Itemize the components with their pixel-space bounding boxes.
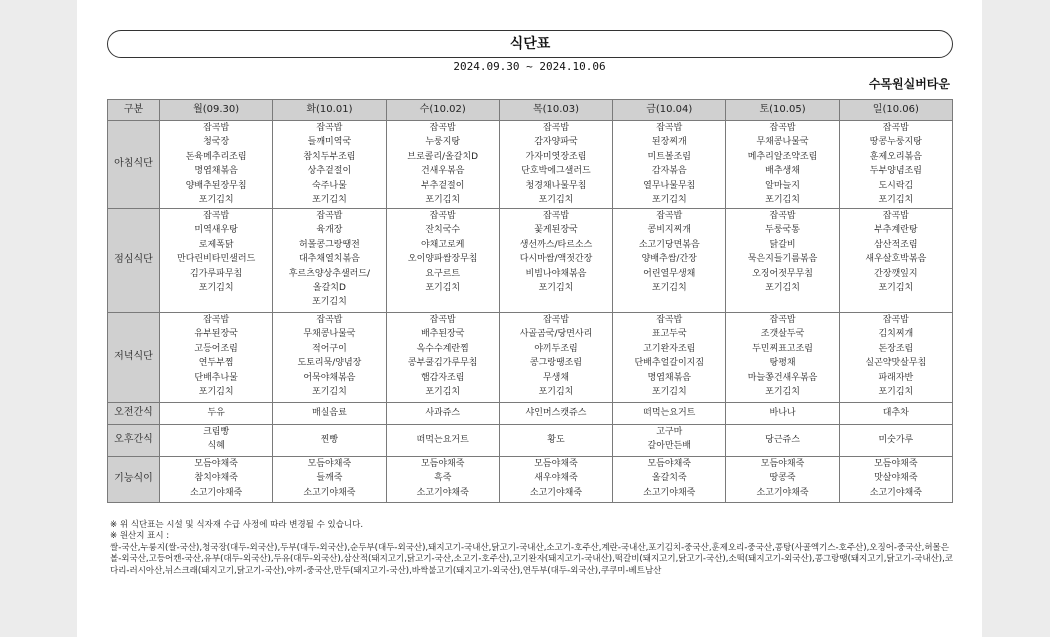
dish-item: 소고기야채죽 xyxy=(643,487,696,498)
menu-cell xyxy=(160,313,273,403)
dish-item: 포기김치 xyxy=(878,283,914,294)
dish-item: 포기김치 xyxy=(198,387,234,398)
dish-item: 잡곡밥 xyxy=(316,315,343,325)
dish-item: 잡곡밥 xyxy=(882,123,909,133)
dish-item: 김치찌개 xyxy=(878,329,914,340)
dish-item: 알마늘지 xyxy=(765,180,800,191)
dish-item: 포기김치 xyxy=(425,195,461,206)
menu-cell xyxy=(726,457,839,503)
lunch-row xyxy=(108,209,953,313)
dish-item: 잡곡밥 xyxy=(542,123,570,133)
dish-item: 포기김치 xyxy=(651,283,687,294)
dish-item: 대추채열치볶음 xyxy=(298,254,360,265)
dish-item: 사과쥬스 xyxy=(425,408,461,419)
dish-item: 참치야채죽 xyxy=(194,473,238,484)
row-label: 오후간식 xyxy=(108,425,160,457)
dish-item: 잡곡밥 xyxy=(429,315,456,325)
dish-item: 삼산적조림 xyxy=(874,239,918,250)
dish-item: 다시마쌈/액젓간장 xyxy=(519,254,593,265)
menu-cell xyxy=(273,313,386,403)
menu-cell xyxy=(499,457,612,503)
dish-item: 무생채 xyxy=(542,372,570,383)
dish-item: 잡곡밥 xyxy=(316,123,343,133)
organization-name: 수목원실버타운 xyxy=(868,77,950,91)
dish-item: 올갈치죽 xyxy=(651,473,687,484)
dish-item: 잡곡밥 xyxy=(203,211,230,221)
dish-item: 황도 xyxy=(547,435,565,446)
dish-item: 모듬야채죽 xyxy=(420,459,465,469)
dish-item: 땅콩누룽지탕 xyxy=(869,137,922,148)
special-diet-row xyxy=(108,457,953,503)
dish-item: 소고기당면볶음 xyxy=(638,239,700,250)
dish-item: 잡곡밥 xyxy=(429,211,456,221)
dish-item: 땅콩죽 xyxy=(769,473,796,484)
dish-item: 파래자반 xyxy=(878,372,914,383)
dish-item: 잡곡밥 xyxy=(656,123,683,133)
dish-item: 맛살야채죽 xyxy=(874,473,918,484)
dish-item: 모듬야채죽 xyxy=(534,459,578,469)
dish-item: 포기김치 xyxy=(312,195,347,206)
dish-item: 도시락김 xyxy=(878,180,914,191)
dish-item: 감자볶음 xyxy=(651,166,687,177)
dish-item: 잡곡밥 xyxy=(882,211,909,221)
dish-item: 로제폭닭 xyxy=(198,239,234,250)
dish-item: 브로콜리/올갈치D xyxy=(407,151,479,162)
dish-item: 잡곡밥 xyxy=(429,123,456,133)
origin-text: 쌀-국산,누룽지(쌀-국산),청국장(대두-외국산),두부(대두-외국산),순두부(대두-외국산),돼지고기-국내산,닭고기-국내산,소고기-호주산,계란-국내산,포기김치-중국산,훈제오리-중국산,콩탕(사골엑기스-호주산),오징어-중국산,허몰은볼-외국산,고등어캔-국산,유부(대두-외국산),두유(대두-외국산),삼산적(돼지고기,닭고기-국산,소고기-호주산),고기완자(돼지고기-국내산),떡갈비(돼지고기,닭고기-국산),소떡(돼지고기-외국산),콩그랑땡(돼지고기,닭고기-국내산),코다리-러시아산,뉘스크래(돼지고기,닭고기-국산),야끼-중국산,만두(돼지고기-국산),바싹불고기(돼지고기-외국산),연두부(대두-외국산),쿠쿠미-베트남산 xyxy=(110,542,954,576)
dish-item: 어묵야채볶음 xyxy=(303,372,356,383)
dish-item: 포기김치 xyxy=(651,195,687,206)
notes xyxy=(110,520,955,577)
dish-item: 오이양파쌈장무침 xyxy=(407,254,478,265)
dish-item: 단호박에그샐러드 xyxy=(521,166,591,177)
menu-cell xyxy=(160,425,273,457)
dish-item: 요구르트 xyxy=(425,268,461,279)
dish-item: 모듬야채죽 xyxy=(760,459,805,469)
period-range: 2024.09.30 ~ 2024.10.06 xyxy=(453,60,606,73)
dish-item: 잡곡밥 xyxy=(656,211,683,221)
dish-item: 잡곡밥 xyxy=(769,211,796,221)
row-label: 점심식단 xyxy=(108,209,160,313)
dish-item: 단배추나물 xyxy=(194,372,238,383)
dish-item: 연두부찜 xyxy=(198,358,234,369)
dish-item: 돈육메추리조림 xyxy=(185,151,247,162)
dish-item: 고기완자조림 xyxy=(643,343,696,354)
menu-cell xyxy=(273,403,386,425)
dish-item: 표고두국 xyxy=(651,329,687,340)
row-label: 저녁식단 xyxy=(108,313,160,403)
menu-cell xyxy=(386,425,499,457)
dish-item: 포기김치 xyxy=(538,283,574,294)
change-notice: ※ 위 식단표는 시설 및 식자재 수급 사정에 따라 변경될 수 있습니다. xyxy=(110,520,364,530)
dish-item: 양배추된장무침 xyxy=(185,180,247,191)
dish-item: 야끼두조림 xyxy=(534,343,578,354)
dish-item: 잡곡밥 xyxy=(656,315,683,325)
menu-cell xyxy=(160,403,273,425)
menu-cell xyxy=(386,403,499,425)
menu-cell xyxy=(386,209,499,313)
breakfast-row xyxy=(108,121,953,209)
dish-item: 포기김치 xyxy=(765,283,800,294)
dish-item: 참치두부조림 xyxy=(303,151,356,162)
menu-cell xyxy=(613,403,726,425)
menu-cell xyxy=(613,313,726,403)
dish-item: 모듬야채죽 xyxy=(874,459,918,469)
dish-item: 실곤약맛살무침 xyxy=(865,358,927,369)
menu-cell xyxy=(839,313,952,403)
dish-item: 부추계란탕 xyxy=(874,225,918,236)
dish-item: 떠먹는요거트 xyxy=(416,435,469,446)
dish-item: 잡곡밥 xyxy=(316,211,343,221)
dish-item: 야채고로케 xyxy=(420,239,465,250)
dish-item: 잡곡밥 xyxy=(769,315,796,325)
menu-cell xyxy=(726,403,839,425)
dish-item: 어린열무생채 xyxy=(643,268,696,279)
dish-item: 모듬야채죽 xyxy=(307,459,352,469)
dish-item: 소고기야채죽 xyxy=(756,487,809,498)
menu-cell xyxy=(839,403,952,425)
dish-item: 잡곡밥 xyxy=(203,123,230,133)
dish-item: 사골곰국/당면사리 xyxy=(519,329,593,340)
dinner-row xyxy=(108,313,953,403)
menu-cell xyxy=(726,313,839,403)
dish-item: 무채콩나물국 xyxy=(303,329,356,340)
menu-cell xyxy=(499,313,612,403)
dish-item: 건새우볶음 xyxy=(420,166,465,177)
menu-cell xyxy=(839,457,952,503)
row-label: 오전간식 xyxy=(108,403,160,425)
menu-cell xyxy=(386,457,499,503)
dish-item: 무채콩나물국 xyxy=(756,137,809,148)
menu-cell xyxy=(273,121,386,209)
dish-item: 포기김치 xyxy=(425,283,461,294)
dish-item: 포기김치 xyxy=(312,387,347,398)
menu-cell xyxy=(160,457,273,503)
menu-cell xyxy=(613,425,726,457)
dish-item: 새우살호박볶음 xyxy=(865,254,927,265)
dish-item: 포기김치 xyxy=(425,387,461,398)
dish-item: 조갯살두국 xyxy=(760,329,805,340)
dish-item: 햄감자조림 xyxy=(420,372,465,383)
dish-item: 두룽국통 xyxy=(765,225,800,236)
menu-cell xyxy=(386,313,499,403)
dish-item: 모듬야채죽 xyxy=(194,459,238,469)
dish-item: 두민찌표고조림 xyxy=(752,343,813,354)
menu-cell xyxy=(499,121,612,209)
dish-item: 생선까스/타르소스 xyxy=(519,239,593,250)
dish-item: 옥수수계란찜 xyxy=(416,343,469,354)
dish-item: 누룽지탕 xyxy=(425,137,461,148)
dish-item: 포기김치 xyxy=(765,195,800,206)
dish-item: 탕평채 xyxy=(769,358,796,369)
menu-cell xyxy=(160,209,273,313)
dish-item: 고등어조림 xyxy=(194,343,238,354)
dish-item: 새우야채죽 xyxy=(534,473,578,484)
dish-item: 훈제오리볶음 xyxy=(869,151,922,162)
menu-sheet xyxy=(77,0,982,637)
dish-item: 소고기야채죽 xyxy=(869,487,922,498)
menu-cell xyxy=(726,425,839,457)
dish-item: 포기김치 xyxy=(878,387,914,398)
dish-item: 콩부쿨김가루무침 xyxy=(407,358,478,369)
morning-snack-row xyxy=(108,403,953,425)
dish-item: 포기김치 xyxy=(538,387,574,398)
dish-item: 묵은지들기름볶음 xyxy=(747,254,818,265)
dish-item: 미트볼조림 xyxy=(647,151,691,162)
dish-item: 소고기야채죽 xyxy=(529,487,583,498)
dish-item: 적어구이 xyxy=(312,343,347,354)
dish-item: 된장찌개 xyxy=(651,137,687,148)
header-row xyxy=(108,100,953,121)
menu-cell xyxy=(613,121,726,209)
dish-item: 올갈치D xyxy=(312,283,346,294)
dish-item: 식혜 xyxy=(207,441,225,452)
dish-item: 명엽채볶음 xyxy=(647,372,691,383)
dish-item: 허몰콩그랑땡전 xyxy=(298,239,360,250)
dish-item: 미숫가루 xyxy=(878,435,914,446)
dish-item: 들깨미역국 xyxy=(307,137,352,148)
dish-item: 소고기야채죽 xyxy=(416,487,469,498)
dish-item: 잡곡밥 xyxy=(542,211,570,221)
day-header: 월(09.30) xyxy=(160,100,273,121)
menu-cell xyxy=(499,403,612,425)
menu-cell xyxy=(613,457,726,503)
dish-item: 감자양파국 xyxy=(534,137,578,148)
category-header: 구분 xyxy=(108,100,160,121)
menu-cell xyxy=(839,121,952,209)
dish-item: 미역새우탕 xyxy=(194,225,238,236)
dish-item: 꽃게된장국 xyxy=(534,225,578,236)
dish-item: 메추리알조약조림 xyxy=(747,151,818,162)
dish-item: 포기김치 xyxy=(198,283,234,294)
origin-title: ※ 원산지 표시 : xyxy=(110,531,170,542)
page-title: 식단표 xyxy=(107,30,953,58)
dish-item: 포기김치 xyxy=(312,297,347,308)
dish-item: 샤인머스캣쥬스 xyxy=(525,408,587,419)
dish-item: 포기김치 xyxy=(878,195,914,206)
afternoon-snack-row xyxy=(108,425,953,457)
menu-cell xyxy=(726,209,839,313)
dish-item: 포기김치 xyxy=(765,387,800,398)
dish-item: 갈아만든배 xyxy=(647,441,691,452)
dish-item: 크림빵 xyxy=(203,427,230,437)
menu-cell xyxy=(273,209,386,313)
dish-item: 숙주나물 xyxy=(312,180,347,191)
dish-item: 간장깻잎지 xyxy=(874,268,918,279)
dish-item: 명엽채볶음 xyxy=(194,166,238,177)
menu-table xyxy=(107,99,953,503)
dish-item: 소고기야채죽 xyxy=(303,487,356,498)
dish-item: 양배추쌈/간장 xyxy=(641,254,697,265)
dish-item: 콩비지찌개 xyxy=(647,225,691,236)
dish-item: 바나나 xyxy=(769,408,796,419)
dish-item: 잡곡밥 xyxy=(769,123,796,133)
dish-item: 오징어젓무무침 xyxy=(752,268,813,279)
menu-cell xyxy=(839,209,952,313)
day-header: 화(10.01) xyxy=(273,100,386,121)
dish-item: 잡곡밥 xyxy=(203,315,230,325)
dish-item: 유부된장국 xyxy=(194,329,238,340)
dish-item: 청국장 xyxy=(203,137,230,148)
menu-cell xyxy=(386,121,499,209)
dish-item: 두유 xyxy=(207,408,225,419)
dish-item: 두부양념조림 xyxy=(869,166,922,177)
dish-item: 포기김치 xyxy=(651,387,687,398)
menu-cell xyxy=(839,425,952,457)
dish-item: 청경채나물무침 xyxy=(525,180,587,191)
menu-cell xyxy=(160,121,273,209)
dish-item: 마늘쫑건새우볶음 xyxy=(747,372,818,383)
dish-item: 당근쥬스 xyxy=(765,435,800,446)
dish-item: 부추겉절이 xyxy=(420,180,465,191)
dish-item: 떠먹는요거트 xyxy=(643,408,696,419)
day-header: 금(10.04) xyxy=(613,100,726,121)
dish-item: 육개장 xyxy=(316,225,343,236)
row-label: 기능식이 xyxy=(108,457,160,503)
dish-item: 가자미엿장조림 xyxy=(525,151,587,162)
dish-item: 잡곡밥 xyxy=(882,315,909,325)
dish-item: 포기김치 xyxy=(538,195,574,206)
dish-item: 찐빵 xyxy=(320,435,339,446)
dish-item: 열무나물무침 xyxy=(643,180,696,191)
dish-item: 매실음료 xyxy=(312,408,347,419)
dish-item: 소고기야채죽 xyxy=(190,487,243,498)
dish-item: 김가루파무침 xyxy=(190,268,243,279)
menu-cell xyxy=(613,209,726,313)
menu-cell xyxy=(499,209,612,313)
menu-cell xyxy=(726,121,839,209)
dish-item: 만다린비타민샐러드 xyxy=(177,254,256,265)
dish-item: 돈장조림 xyxy=(878,343,914,354)
dish-item: 후르츠양상추샐러드/ xyxy=(288,268,371,279)
day-header: 토(10.05) xyxy=(726,100,839,121)
dish-item: 잡곡밥 xyxy=(542,315,570,325)
dish-item: 대추차 xyxy=(882,408,909,419)
dish-item: 비빔나야채볶음 xyxy=(525,268,587,279)
dish-item: 포기김치 xyxy=(198,195,234,206)
dish-item: 고구마 xyxy=(656,427,683,437)
dish-item: 모듬야채죽 xyxy=(647,459,691,469)
dish-item: 흑죽 xyxy=(434,473,452,484)
dish-item: 단배추얼갈이지짐 xyxy=(634,358,705,369)
day-header: 일(10.06) xyxy=(839,100,952,121)
dish-item: 상추겉절이 xyxy=(307,166,352,177)
day-header: 목(10.03) xyxy=(499,100,612,121)
dish-item: 닭갈비 xyxy=(769,239,796,250)
dish-item: 도토리묵/양념장 xyxy=(297,358,362,369)
row-label: 아침식단 xyxy=(108,121,160,209)
menu-cell xyxy=(273,425,386,457)
dish-item: 잔치국수 xyxy=(425,225,461,236)
day-header: 수(10.02) xyxy=(386,100,499,121)
dish-item: 배추생채 xyxy=(765,166,800,177)
dish-item: 콩그랑땡조림 xyxy=(529,358,583,369)
menu-cell xyxy=(273,457,386,503)
menu-cell xyxy=(499,425,612,457)
dish-item: 배추된장국 xyxy=(420,329,465,340)
dish-item: 들깨죽 xyxy=(316,473,343,484)
